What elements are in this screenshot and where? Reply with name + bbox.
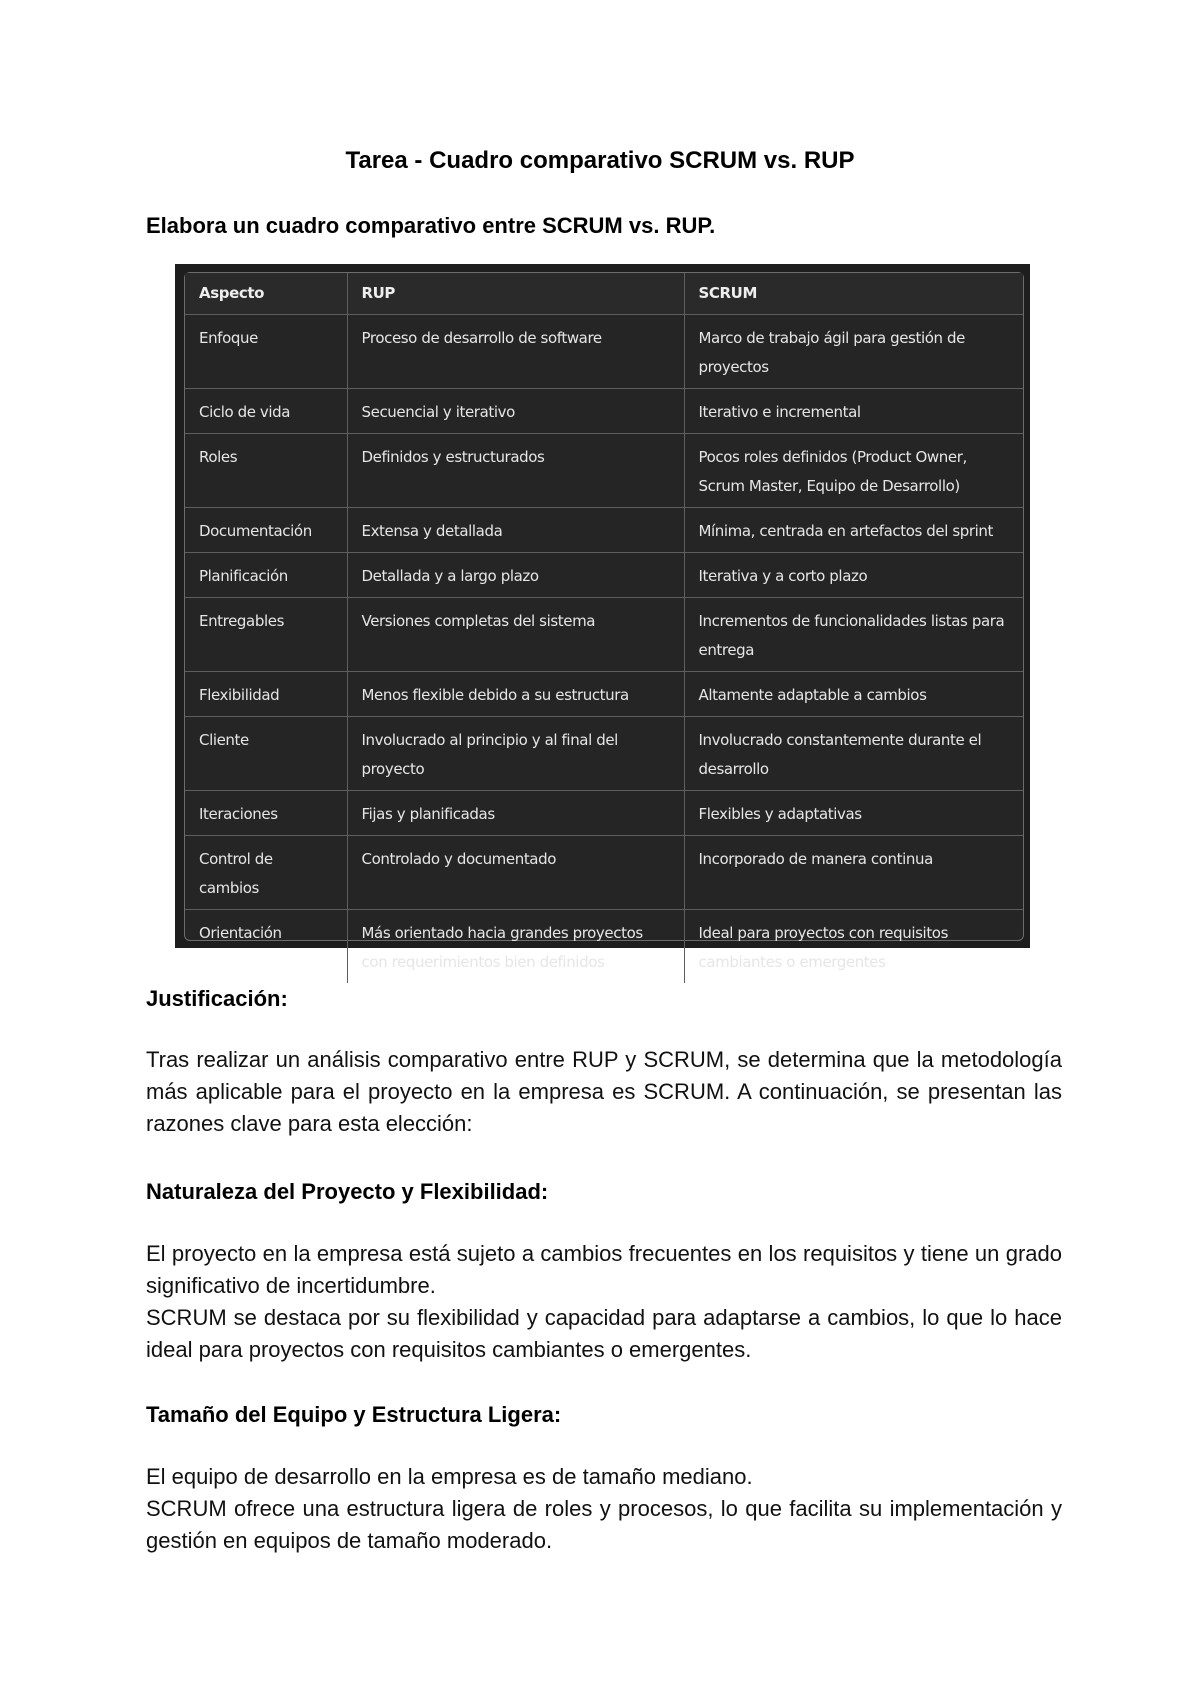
section-team-paragraph-2: SCRUM ofrece una estructura ligera de roles y procesos, lo que facilita su implementación y gestión en equipos de tamaño moderado.: [146, 1496, 1062, 1553]
scrum-cell: Flexibles y adaptativas: [684, 791, 1023, 836]
aspect-cell: Planificación: [185, 553, 347, 598]
aspect-cell: Entregables: [185, 598, 347, 672]
aspect-cell: Ciclo de vida: [185, 389, 347, 434]
rup-cell: Extensa y detallada: [347, 508, 684, 553]
table-row: [185, 508, 1023, 553]
rup-cell: Versiones completas del sistema: [347, 598, 684, 672]
aspect-cell: Cliente: [185, 717, 347, 791]
aspect-cell: Control de cambios: [185, 836, 347, 910]
rup-cell: Proceso de desarrollo de software: [347, 315, 684, 389]
table-row: [185, 836, 1023, 910]
rup-cell: Más orientado hacia grandes proyectos con requerimientos bien definidos: [347, 910, 684, 984]
table-row: [185, 389, 1023, 434]
table-row: [185, 553, 1023, 598]
table-header-row: [185, 273, 1023, 315]
document-title: Tarea - Cuadro comparativo SCRUM vs. RUP: [345, 147, 855, 174]
rup-cell: Detallada y a largo plazo: [347, 553, 684, 598]
table-row: [185, 598, 1023, 672]
column-header-scrum: SCRUM: [684, 273, 1023, 315]
justification-paragraph: Tras realizar un análisis comparativo entre RUP y SCRUM, se determina que la metodología más aplicable para el proyecto en la empresa es SCRUM. A continuación, se presentan las razones clave para esta elección:: [146, 1047, 1062, 1136]
section-heading-flexibility: Naturaleza del Proyecto y Flexibilidad:: [146, 1179, 549, 1204]
table-row: [185, 434, 1023, 508]
scrum-cell: Incorporado de manera continua: [684, 836, 1023, 910]
section-heading-team-size: Tamaño del Equipo y Estructura Ligera:: [146, 1402, 562, 1427]
aspect-cell: Iteraciones: [185, 791, 347, 836]
column-header-rup: RUP: [347, 273, 684, 315]
section-team-paragraph-1: El equipo de desarrollo en la empresa es de tamaño mediano.: [146, 1464, 753, 1489]
aspect-cell: Enfoque: [185, 315, 347, 389]
comparison-table: [185, 273, 1023, 983]
aspect-cell: Roles: [185, 434, 347, 508]
scrum-cell: Iterativa y a corto plazo: [684, 553, 1023, 598]
assignment-instruction: Elabora un cuadro comparativo entre SCRUM vs. RUP.: [146, 213, 716, 238]
scrum-cell: Involucrado constantemente durante el desarrollo: [684, 717, 1023, 791]
table-row: [185, 910, 1023, 984]
rup-cell: Involucrado al principio y al final del proyecto: [347, 717, 684, 791]
scrum-cell: Ideal para proyectos con requisitos cambiantes o emergentes: [684, 910, 1023, 984]
scrum-cell: Mínima, centrada en artefactos del sprint: [684, 508, 1023, 553]
section-flexibility-paragraph-2: SCRUM se destaca por su flexibilidad y capacidad para adaptarse a cambios, lo que lo hace ideal para proyectos con requisitos cambiantes o emergentes.: [146, 1305, 1062, 1362]
scrum-cell: Iterativo e incremental: [684, 389, 1023, 434]
rup-cell: Menos flexible debido a su estructura: [347, 672, 684, 717]
aspect-cell: Orientación: [185, 910, 347, 984]
column-header-aspecto: Aspecto: [185, 273, 347, 315]
aspect-cell: Documentación: [185, 508, 347, 553]
rup-cell: Fijas y planificadas: [347, 791, 684, 836]
table-row: [185, 717, 1023, 791]
rup-cell: Secuencial y iterativo: [347, 389, 684, 434]
scrum-cell: Pocos roles definidos (Product Owner, Scrum Master, Equipo de Desarrollo): [684, 434, 1023, 508]
aspect-cell: Flexibilidad: [185, 672, 347, 717]
scrum-cell: Altamente adaptable a cambios: [684, 672, 1023, 717]
rup-cell: Controlado y documentado: [347, 836, 684, 910]
scrum-cell: Incrementos de funcionalidades listas para entrega: [684, 598, 1023, 672]
table-row: [185, 315, 1023, 389]
scrum-cell: Marco de trabajo ágil para gestión de proyectos: [684, 315, 1023, 389]
section-flexibility-paragraph-1: El proyecto en la empresa está sujeto a cambios frecuentes en los requisitos y tiene un grado significativo de incertidumbre.: [146, 1241, 1062, 1298]
comparison-table-container: [184, 272, 1024, 971]
rup-cell: Definidos y estructurados: [347, 434, 684, 508]
table-row: [185, 791, 1023, 836]
justification-heading: Justificación:: [146, 986, 288, 1011]
comparison-table-image: [175, 264, 1030, 971]
table-row: [185, 672, 1023, 717]
